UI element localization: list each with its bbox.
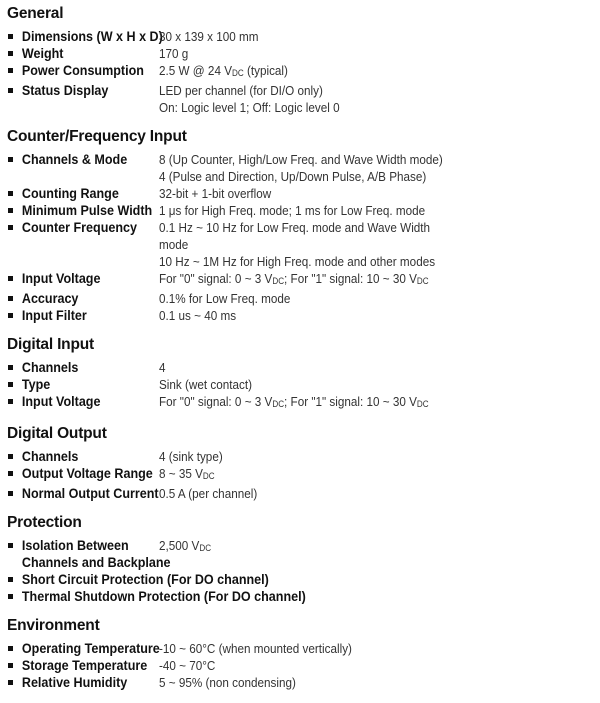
- unit-subscript: DC: [272, 399, 285, 409]
- spec-label: [7, 537, 171, 571]
- label-line: Channels and Backplane: [21, 555, 171, 570]
- spec-label: Weight: [21, 46, 64, 61]
- value-text: ; For "1" signal: 10 ~ 30 V: [284, 394, 417, 409]
- spec-label: Status Display: [21, 83, 109, 98]
- unit-subscript: DC: [202, 471, 215, 481]
- section-title: Protection: [7, 514, 82, 531]
- spec-label: Power Consumption: [21, 63, 144, 78]
- section-protection: [7, 514, 592, 605]
- spec-label: Storage Temperature: [21, 658, 148, 673]
- spec-label: Type: [21, 377, 51, 392]
- spec-value: 32-bit + 1-bit overflow: [159, 186, 272, 201]
- spec-row: [7, 657, 592, 674]
- spec-label: Channels & Mode: [21, 152, 128, 167]
- unit-subscript: DC: [232, 68, 244, 78]
- label-line: Isolation Between: [21, 538, 129, 553]
- spec-label: Normal Output Current: [21, 486, 159, 501]
- spec-value: 5 ~ 95% (non condensing): [159, 675, 296, 690]
- spec-label: Counting Range: [21, 186, 119, 201]
- spec-value: 0.1 us ~ 40 ms: [159, 308, 237, 323]
- spec-value: 0.5 A (per channel): [159, 486, 258, 501]
- value-text: (typical): [243, 63, 288, 78]
- section-digital-input: [7, 336, 592, 413]
- value-line: On: Logic level 1; Off: Logic level 0: [159, 100, 340, 115]
- spec-value: [159, 151, 443, 185]
- spec-row: [7, 82, 592, 116]
- spec-value: 30 x 139 x 100 mm: [159, 29, 259, 44]
- section-environment: [7, 617, 592, 691]
- section-general: [7, 5, 592, 116]
- section-title: General: [7, 5, 64, 22]
- spec-row: [7, 219, 592, 270]
- spec-label: Operating Temperature: [21, 641, 160, 656]
- spec-row: [7, 393, 592, 413]
- spec-value: [159, 219, 435, 270]
- value-line: LED per channel (for DI/O only): [159, 83, 323, 98]
- spec-value: 4: [159, 360, 166, 375]
- spec-value: 0.1% for Low Freq. mode: [159, 291, 291, 306]
- spec-row: [7, 448, 592, 465]
- spec-value: 170 g: [159, 46, 189, 61]
- spec-value: [159, 82, 340, 116]
- spec-row: [7, 674, 592, 691]
- spec-label: Input Voltage: [21, 271, 101, 286]
- spec-row: [7, 62, 592, 82]
- unit-subscript: DC: [416, 276, 429, 286]
- spec-row: [7, 588, 592, 605]
- spec-label: Counter Frequency: [21, 220, 137, 235]
- spec-row: [7, 307, 592, 324]
- value-text: 2.5 W @ 24 V: [159, 63, 233, 78]
- spec-label: Input Voltage: [21, 394, 101, 409]
- spec-row: [7, 28, 592, 45]
- spec-label: Input Filter: [21, 308, 87, 323]
- spec-value: 1 μs for High Freq. mode; 1 ms for Low Freq. mode: [159, 203, 426, 218]
- spec-value: Sink (wet contact): [159, 377, 252, 392]
- spec-label: Relative Humidity: [21, 675, 128, 690]
- spec-row: [7, 290, 592, 307]
- spec-label: Thermal Shutdown Protection (For DO channel): [21, 589, 306, 604]
- spec-value: 4 (sink type): [159, 449, 223, 464]
- spec-label: Accuracy: [21, 291, 79, 306]
- spec-label: Minimum Pulse Width: [21, 203, 153, 218]
- value-line: mode: [159, 237, 189, 252]
- section-counter-frequency-input: [7, 128, 592, 324]
- spec-row: [7, 537, 592, 571]
- spec-label: Channels: [21, 360, 79, 375]
- value-text: For "0" signal: 0 ~ 3 V: [159, 394, 273, 409]
- spec-label: Output Voltage Range: [21, 466, 153, 481]
- value-text: ; For "1" signal: 10 ~ 30 V: [284, 271, 417, 286]
- spec-row: [7, 270, 592, 290]
- spec-label: Dimensions (W x H x D): [21, 29, 163, 44]
- value-line: 4 (Pulse and Direction, Up/Down Pulse, A/B Phase): [159, 169, 427, 184]
- spec-value: -10 ~ 60°C (when mounted vertically): [159, 641, 352, 656]
- spec-row: [7, 185, 592, 202]
- spec-value: [159, 270, 429, 290]
- spec-value: [159, 537, 211, 557]
- spec-sheet: [7, 5, 592, 691]
- unit-subscript: DC: [416, 399, 429, 409]
- spec-label: Channels: [21, 449, 79, 464]
- spec-row: [7, 359, 592, 376]
- value-text: 8 ~ 35 V: [159, 466, 203, 481]
- value-text: 2,500 V: [159, 538, 200, 553]
- section-title: Environment: [7, 617, 100, 634]
- section-title: Counter/Frequency Input: [7, 128, 187, 145]
- spec-row: [7, 571, 592, 588]
- spec-row: [7, 202, 592, 219]
- spec-row: [7, 45, 592, 62]
- spec-row: [7, 151, 592, 185]
- spec-value: [159, 465, 215, 485]
- spec-value: -40 ~ 70°C: [159, 658, 216, 673]
- spec-row: [7, 640, 592, 657]
- value-line: 8 (Up Counter, High/Low Freq. and Wave Width mode): [159, 152, 443, 167]
- spec-value: [159, 62, 288, 82]
- unit-subscript: DC: [272, 276, 285, 286]
- spec-label: Short Circuit Protection (For DO channel): [21, 572, 269, 587]
- spec-value: [159, 393, 429, 413]
- section-title: Digital Input: [7, 336, 94, 353]
- spec-row: [7, 465, 592, 485]
- spec-row: [7, 376, 592, 393]
- unit-subscript: DC: [199, 543, 212, 553]
- value-text: For "0" signal: 0 ~ 3 V: [159, 271, 273, 286]
- value-line: 10 Hz ~ 1M Hz for High Freq. mode and other modes: [159, 254, 436, 269]
- section-digital-output: [7, 425, 592, 502]
- spec-row: [7, 485, 592, 502]
- section-title: Digital Output: [7, 425, 107, 442]
- value-line: 0.1 Hz ~ 10 Hz for Low Freq. mode and Wave Width: [159, 220, 431, 235]
